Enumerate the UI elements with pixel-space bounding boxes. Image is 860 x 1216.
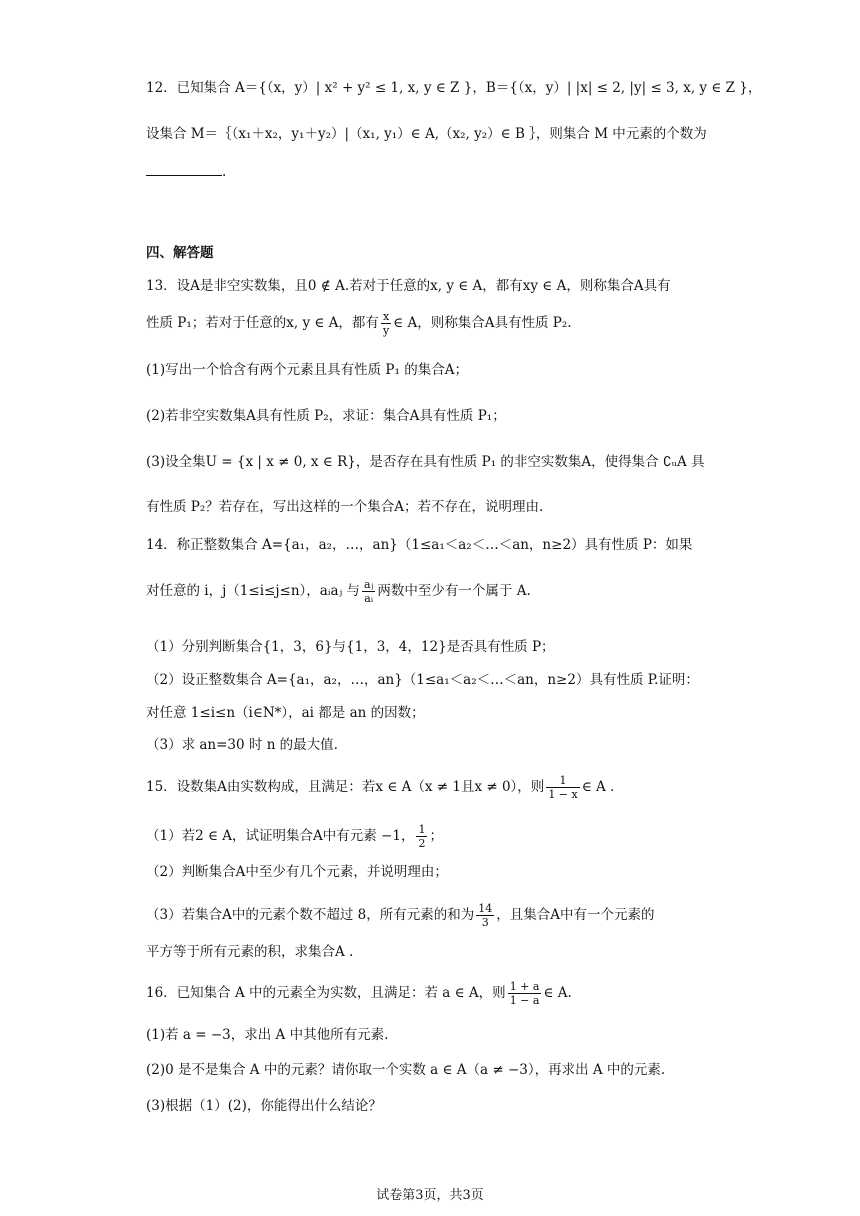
q14-part2b: 对任意 1≤i≤n（i∈N*），ai 都是 an 的因数； bbox=[146, 705, 425, 721]
q12-line1: 12．已知集合 A＝{（x，y）| x² + y² ≤ 1, x, y ∈ Z }，B＝{（x，y）| |x| ≤ 2, |y| ≤ 3, x, y ∈ Z }， bbox=[146, 80, 762, 96]
q15-part2: （2）判断集合A中至少有几个元素，并说明理由； bbox=[146, 864, 448, 880]
fraction-denominator: 2 bbox=[418, 837, 426, 850]
section-heading: 四、解答题 bbox=[146, 245, 214, 261]
q15-part3-start: （3）若集合A中的元素个数不超过 8，所有元素的和为 bbox=[146, 907, 475, 923]
q12-line2: 设集合 M＝｛（x₁＋x₂，y₁＋y₂）|（x₁, y₁）∈ A,（x₂, y₂）∈ B ｝，则集合 M 中元素的个数为 bbox=[146, 126, 707, 142]
q13-line2-start: 性质 P₁；若对于任意的x, y ∈ A，都有 bbox=[146, 315, 379, 331]
q16-part1: (1)若 a = −3，求出 A 中其他所有元素. bbox=[146, 1027, 389, 1043]
q15-part3 bbox=[146, 902, 720, 929]
q13-part3b: 有性质 P₂？若存在，写出这样的一个集合A；若不存在，说明理由. bbox=[146, 499, 544, 515]
fraction-denominator: 1 − a bbox=[509, 994, 540, 1007]
q16-line1-end: ∈ A. bbox=[543, 985, 572, 1001]
q15-part3-fraction bbox=[476, 902, 494, 929]
q16-line1-start: 16．已知集合 A 中的元素全为实数，且满足：若 a ∈ A，则 bbox=[146, 985, 506, 1001]
fraction-numerator: 1 bbox=[546, 774, 579, 788]
q14-part1: （1）分别判断集合{1，3，6}与{1，3，4，12}是否具有性质 P； bbox=[146, 639, 555, 655]
q12-period: . bbox=[222, 164, 227, 180]
q14-line2-start: 对任意的 i，j（1≤i≤j≤n），aᵢaⱼ 与 bbox=[146, 583, 360, 599]
q16-line1 bbox=[146, 980, 720, 1007]
answer-blank bbox=[146, 163, 222, 176]
q13-fraction bbox=[381, 310, 391, 337]
q13-part2: (2)若非空实数集A具有性质 P₂，求证：集合A具有性质 P₁； bbox=[146, 408, 506, 424]
page-footer: 试卷第3页，共3页 bbox=[376, 1188, 484, 1203]
fraction-denominator: 1 − x bbox=[548, 788, 578, 801]
q16-fraction bbox=[508, 980, 542, 1007]
q15-part1 bbox=[146, 823, 720, 850]
fraction-numerator: 1 + a bbox=[509, 980, 540, 993]
q16-part2: (2)0 是不是集合 A 中的元素？请你取一个实数 a ∈ A（a ≠ −3），再求出 A 中的元素. bbox=[146, 1062, 666, 1078]
q13-line1: 13．设A是非空实数集，且0 ∉ A.若对于任意的x, y ∈ A，都有xy ∈ A，则称集合A具有 bbox=[146, 278, 671, 294]
q14-line2 bbox=[146, 578, 720, 605]
q14-part3: （3）求 an=30 时 n 的最大值. bbox=[146, 737, 338, 753]
q15-fraction bbox=[546, 774, 579, 801]
q13-line2 bbox=[146, 310, 720, 337]
q14-line2-end: 两数中至少有一个属于 A. bbox=[377, 583, 531, 599]
q15-part1-start: （1）若2 ∈ A，试证明集合A中有元素 −1， bbox=[146, 828, 415, 844]
q13-part1: (1)写出一个恰含有两个元素且具有性质 P₁ 的集合A； bbox=[146, 362, 468, 378]
fraction-numerator: 14 bbox=[478, 902, 493, 915]
q13-part3a: (3)设全集U = {x | x ≠ 0, x ∈ R}，是否存在具有性质 P₁ 的非空实数集A，使得集合 ∁ᵤA 具 bbox=[146, 454, 705, 470]
fraction-numerator: x bbox=[382, 310, 390, 323]
q15-line1 bbox=[146, 774, 720, 801]
q15-part1-end: ； bbox=[429, 828, 443, 844]
q14-line1: 14．称正整数集合 A={a₁，a₂，…，an}（1≤a₁＜a₂＜…＜an，n≥2）具有性质 P：如果 bbox=[146, 537, 693, 553]
fraction-numerator: 1 bbox=[418, 823, 426, 836]
fraction-denominator: 3 bbox=[481, 916, 489, 929]
q15-part3-end: ，且集合A中有一个元素的 bbox=[496, 907, 655, 923]
fraction-denominator: y bbox=[382, 324, 390, 337]
q14-part2a: （2）设正整数集合 A={a₁，a₂，…，an}（1≤a₁＜a₂＜…＜an，n≥2）具有性质 P.证明： bbox=[146, 672, 699, 688]
q12-line3 bbox=[146, 162, 720, 182]
q13-line2-end: ∈ A，则称集合A具有性质 P₂. bbox=[393, 315, 572, 331]
q15-part1-fraction bbox=[416, 823, 427, 850]
q16-part3: (3)根据（1）(2)，你能得出什么结论？ bbox=[146, 1098, 382, 1114]
fraction-denominator: aᵢ bbox=[364, 592, 374, 605]
q15-line1-start: 15．设数集A由实数构成，且满足：若x ∈ A（x ≠ 1且x ≠ 0），则 bbox=[146, 779, 545, 795]
q14-fraction bbox=[362, 578, 375, 605]
q15-part3c: 平方等于所有元素的积，求集合A . bbox=[146, 944, 354, 960]
fraction-numerator: aⱼ bbox=[363, 578, 374, 591]
q15-line1-end: ∈ A . bbox=[581, 779, 615, 795]
